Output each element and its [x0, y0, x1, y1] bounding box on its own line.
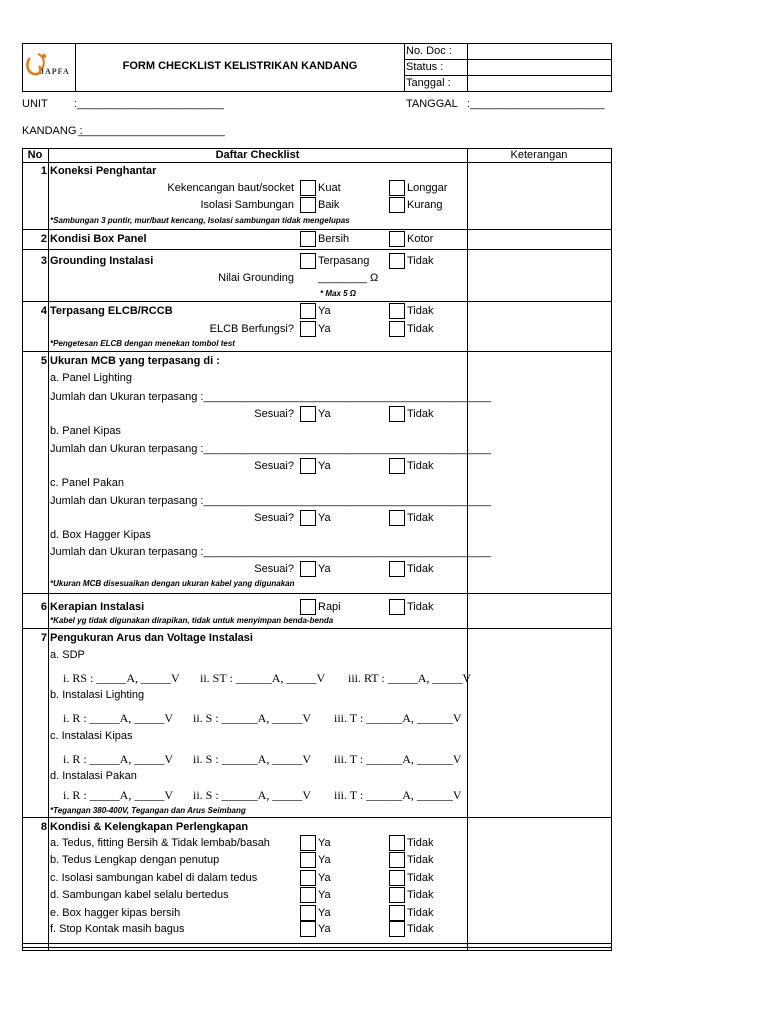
option-label: Ya — [318, 907, 331, 919]
measure-t-field[interactable]: iii. T : ______A, ______V — [334, 752, 462, 766]
option-label: Kotor — [407, 233, 434, 245]
option-label: Ya — [318, 923, 331, 935]
perlengkapan-item: d. Sambungan kabel selalu bertedus — [50, 889, 229, 901]
checkbox[interactable] — [389, 852, 405, 868]
measure-s-field[interactable]: ii. S : ______A, _____V — [193, 752, 312, 766]
option-label: Ya — [318, 323, 331, 335]
row-label: Isolasi Sambungan — [200, 199, 294, 211]
perlengkapan-item: a. Tedus, fitting Bersih & Tidak lembab/basah — [50, 837, 270, 849]
checkbox[interactable] — [389, 303, 405, 319]
option-label: Tidak — [407, 889, 434, 901]
mcb-item-label: a. Panel Lighting — [50, 372, 132, 384]
perlengkapan-item: e. Box hagger kipas bersih — [50, 907, 181, 919]
checkbox[interactable] — [300, 303, 316, 319]
tanggal-field[interactable]: :______________________ — [467, 98, 605, 110]
option-label: Ya — [318, 872, 331, 884]
option-label: Tidak — [407, 837, 434, 849]
checkbox[interactable] — [300, 870, 316, 886]
checkbox[interactable] — [389, 921, 405, 937]
jumlah-ukuran-field[interactable]: Jumlah dan Ukuran terpasang :_______________________________________________ — [50, 443, 492, 455]
checkbox[interactable] — [300, 253, 316, 269]
measure-t-field[interactable]: iii. T : ______A, ______V — [334, 788, 462, 802]
sesuai-label: Sesuai? — [254, 512, 294, 524]
checkbox[interactable] — [389, 870, 405, 886]
option-label: Tidak — [407, 907, 434, 919]
section-number: 6 — [40, 601, 47, 613]
option-label: Tidak — [407, 460, 434, 472]
section-title: Terpasang ELCB/RCCB — [50, 305, 173, 317]
section-number: 1 — [40, 165, 47, 177]
perlengkapan-item: f. Stop Kontak masih bagus — [50, 923, 185, 935]
option-label: Rapi — [318, 601, 341, 613]
option-label: Longgar — [407, 182, 448, 194]
mcb-item-label: c. Panel Pakan — [50, 477, 124, 489]
mcb-item-label: b. Panel Kipas — [50, 425, 121, 437]
option-label: Baik — [318, 199, 340, 211]
row-label: Kekencangan baut/socket — [167, 182, 294, 194]
section-number: 7 — [40, 632, 47, 644]
sesuai-label: Sesuai? — [254, 408, 294, 420]
grounding-max-note: * Max 5 Ω — [320, 289, 357, 298]
nilai-grounding-label: Nilai Grounding — [218, 272, 294, 284]
checkbox[interactable] — [300, 458, 316, 474]
meta-tanggal-field[interactable] — [468, 76, 610, 90]
instalasi-label: c. Instalasi Kipas — [50, 730, 133, 742]
section-title: Koneksi Penghantar — [50, 165, 157, 177]
meta-tanggal-label: Tanggal : — [406, 77, 451, 89]
checkbox[interactable] — [389, 231, 405, 247]
section-note: *Sambungan 3 puntir, mur/baut kencang, Isolasi sambungan tidak mengelupas — [50, 216, 350, 225]
option-label: Tidak — [407, 512, 434, 524]
checkbox[interactable] — [300, 180, 316, 196]
section-number: 4 — [40, 305, 47, 317]
sdp-rt-field[interactable]: iii. RT : _____A, _____V — [348, 671, 472, 685]
section-number: 3 — [40, 255, 47, 267]
option-label: Ya — [318, 460, 331, 472]
section-note: *Pengetesan ELCB dengan menekan tombol test — [50, 339, 235, 348]
section-title: Kerapian Instalasi — [50, 601, 145, 613]
option-label: Tidak — [407, 601, 434, 613]
perlengkapan-item: b. Tedus Lengkap dengan penutup — [50, 854, 220, 866]
option-label: Ya — [318, 305, 331, 317]
checkbox[interactable] — [389, 197, 405, 213]
section-note: *Tegangan 380-400V, Tegangan dan Arus Seimbang — [50, 806, 246, 815]
checkbox[interactable] — [389, 180, 405, 196]
jumlah-ukuran-field[interactable]: Jumlah dan Ukuran terpasang :_______________________________________________ — [50, 546, 492, 558]
option-label: Tidak — [407, 305, 434, 317]
section-title: Ukuran MCB yang terpasang di : — [50, 355, 220, 367]
checkbox[interactable] — [300, 905, 316, 921]
checkbox[interactable] — [389, 458, 405, 474]
perlengkapan-item: c. Isolasi sambungan kabel di dalam tedus — [50, 872, 258, 884]
instalasi-label: d. Instalasi Pakan — [50, 770, 137, 782]
form-title: FORM CHECKLIST KELISTRIKAN KANDANG — [122, 60, 358, 72]
section-number: 2 — [40, 233, 47, 245]
option-label: Kuat — [318, 182, 341, 194]
jumlah-ukuran-field[interactable]: Jumlah dan Ukuran terpasang :_______________________________________________ — [50, 495, 492, 507]
option-label: Kurang — [407, 199, 443, 211]
measure-r-field[interactable]: i. R : _____A, _____V — [63, 788, 174, 802]
jumlah-ukuran-field[interactable]: Jumlah dan Ukuran terpasang :_______________________________________________ — [50, 391, 492, 403]
section-number: 8 — [40, 821, 47, 833]
checkbox[interactable] — [389, 599, 405, 615]
section-title: Kondisi Box Panel — [50, 233, 147, 245]
checkbox[interactable] — [389, 406, 405, 422]
section-note: *Ukuran MCB disesuaikan dengan ukuran kabel yang digunakan — [50, 579, 295, 588]
option-label: Terpasang — [318, 255, 370, 267]
option-label: Ya — [318, 563, 331, 575]
meta-no-doc-field[interactable] — [468, 44, 610, 58]
checkbox[interactable] — [300, 231, 316, 247]
section-title: Grounding Instalasi — [50, 255, 154, 267]
checkbox[interactable] — [389, 510, 405, 526]
option-label: Ya — [318, 889, 331, 901]
option-label: Ya — [318, 512, 331, 524]
section-note: *Kabel yg tidak digunakan dirapikan, tidak untuk menyimpan benda-benda — [50, 616, 334, 625]
sdp-rs-field[interactable]: i. RS : _____A, _____V — [63, 671, 180, 685]
sesuai-label: Sesuai? — [254, 460, 294, 472]
option-label: Bersih — [318, 233, 350, 245]
checkbox[interactable] — [389, 905, 405, 921]
mcb-item-label: d. Box Hagger Kipas — [50, 529, 151, 541]
option-label: Ya — [318, 854, 331, 866]
checkbox[interactable] — [389, 561, 405, 577]
checkbox[interactable] — [300, 921, 316, 937]
kandang-label: KANDANG : — [22, 125, 83, 137]
checkbox[interactable] — [300, 852, 316, 868]
section-title: Pengukuran Arus dan Voltage Instalasi — [50, 632, 253, 644]
meta-no-doc-label: No. Doc : — [406, 45, 452, 57]
unit-field[interactable]: :________________________ — [74, 98, 224, 110]
checkbox[interactable] — [389, 253, 405, 269]
option-label: Tidak — [407, 563, 434, 575]
option-label: Tidak — [407, 323, 434, 335]
section-title: Kondisi & Kelengkapan Perlengkapan — [50, 821, 249, 833]
option-label: Tidak — [407, 923, 434, 935]
checkbox[interactable] — [300, 835, 316, 851]
option-label: Tidak — [407, 872, 434, 884]
option-label: Tidak — [407, 408, 434, 420]
header-no: No — [27, 149, 43, 161]
option-label: Ya — [318, 408, 331, 420]
section-number: 5 — [40, 355, 47, 367]
checkbox[interactable] — [300, 561, 316, 577]
checkbox[interactable] — [389, 887, 405, 903]
checkbox[interactable] — [300, 197, 316, 213]
checkbox[interactable] — [300, 887, 316, 903]
kandang-field[interactable]: ________________________ — [78, 125, 225, 137]
checkbox[interactable] — [300, 510, 316, 526]
measure-r-field[interactable]: i. R : _____A, _____V — [63, 752, 174, 766]
meta-status-field[interactable] — [468, 60, 610, 74]
option-label: Tidak — [407, 854, 434, 866]
unit-label: UNIT — [22, 98, 48, 110]
instalasi-label: b. Instalasi Lighting — [50, 689, 145, 701]
checkbox[interactable] — [300, 599, 316, 615]
option-label: Ya — [318, 837, 331, 849]
sdp-st-field[interactable]: ii. ST : ______A, _____V — [200, 671, 326, 685]
nilai-grounding-field[interactable]: ________ Ω — [318, 272, 379, 284]
checkbox[interactable] — [300, 321, 316, 337]
measure-s-field[interactable]: ii. S : ______A, _____V — [193, 788, 312, 802]
option-label: Tidak — [407, 255, 434, 267]
meta-status-label: Status : — [406, 61, 444, 73]
checkbox[interactable] — [389, 835, 405, 851]
measure-t-field[interactable]: iii. T : ______A, ______V — [334, 711, 462, 725]
tanggal-label: TANGGAL — [406, 98, 458, 110]
logo-text: JAPFA — [40, 67, 70, 76]
header-daftar-checklist: Daftar Checklist — [215, 149, 300, 161]
measure-s-field[interactable]: ii. S : ______A, _____V — [193, 711, 312, 725]
sesuai-label: Sesuai? — [254, 563, 294, 575]
sdp-label: a. SDP — [50, 649, 85, 661]
measure-r-field[interactable]: i. R : _____A, _____V — [63, 711, 174, 725]
header-keterangan: Keterangan — [510, 149, 568, 161]
row-label: ELCB Berfungsi? — [209, 323, 294, 335]
checkbox[interactable] — [389, 321, 405, 337]
japfa-logo — [24, 48, 74, 88]
checkbox[interactable] — [300, 406, 316, 422]
